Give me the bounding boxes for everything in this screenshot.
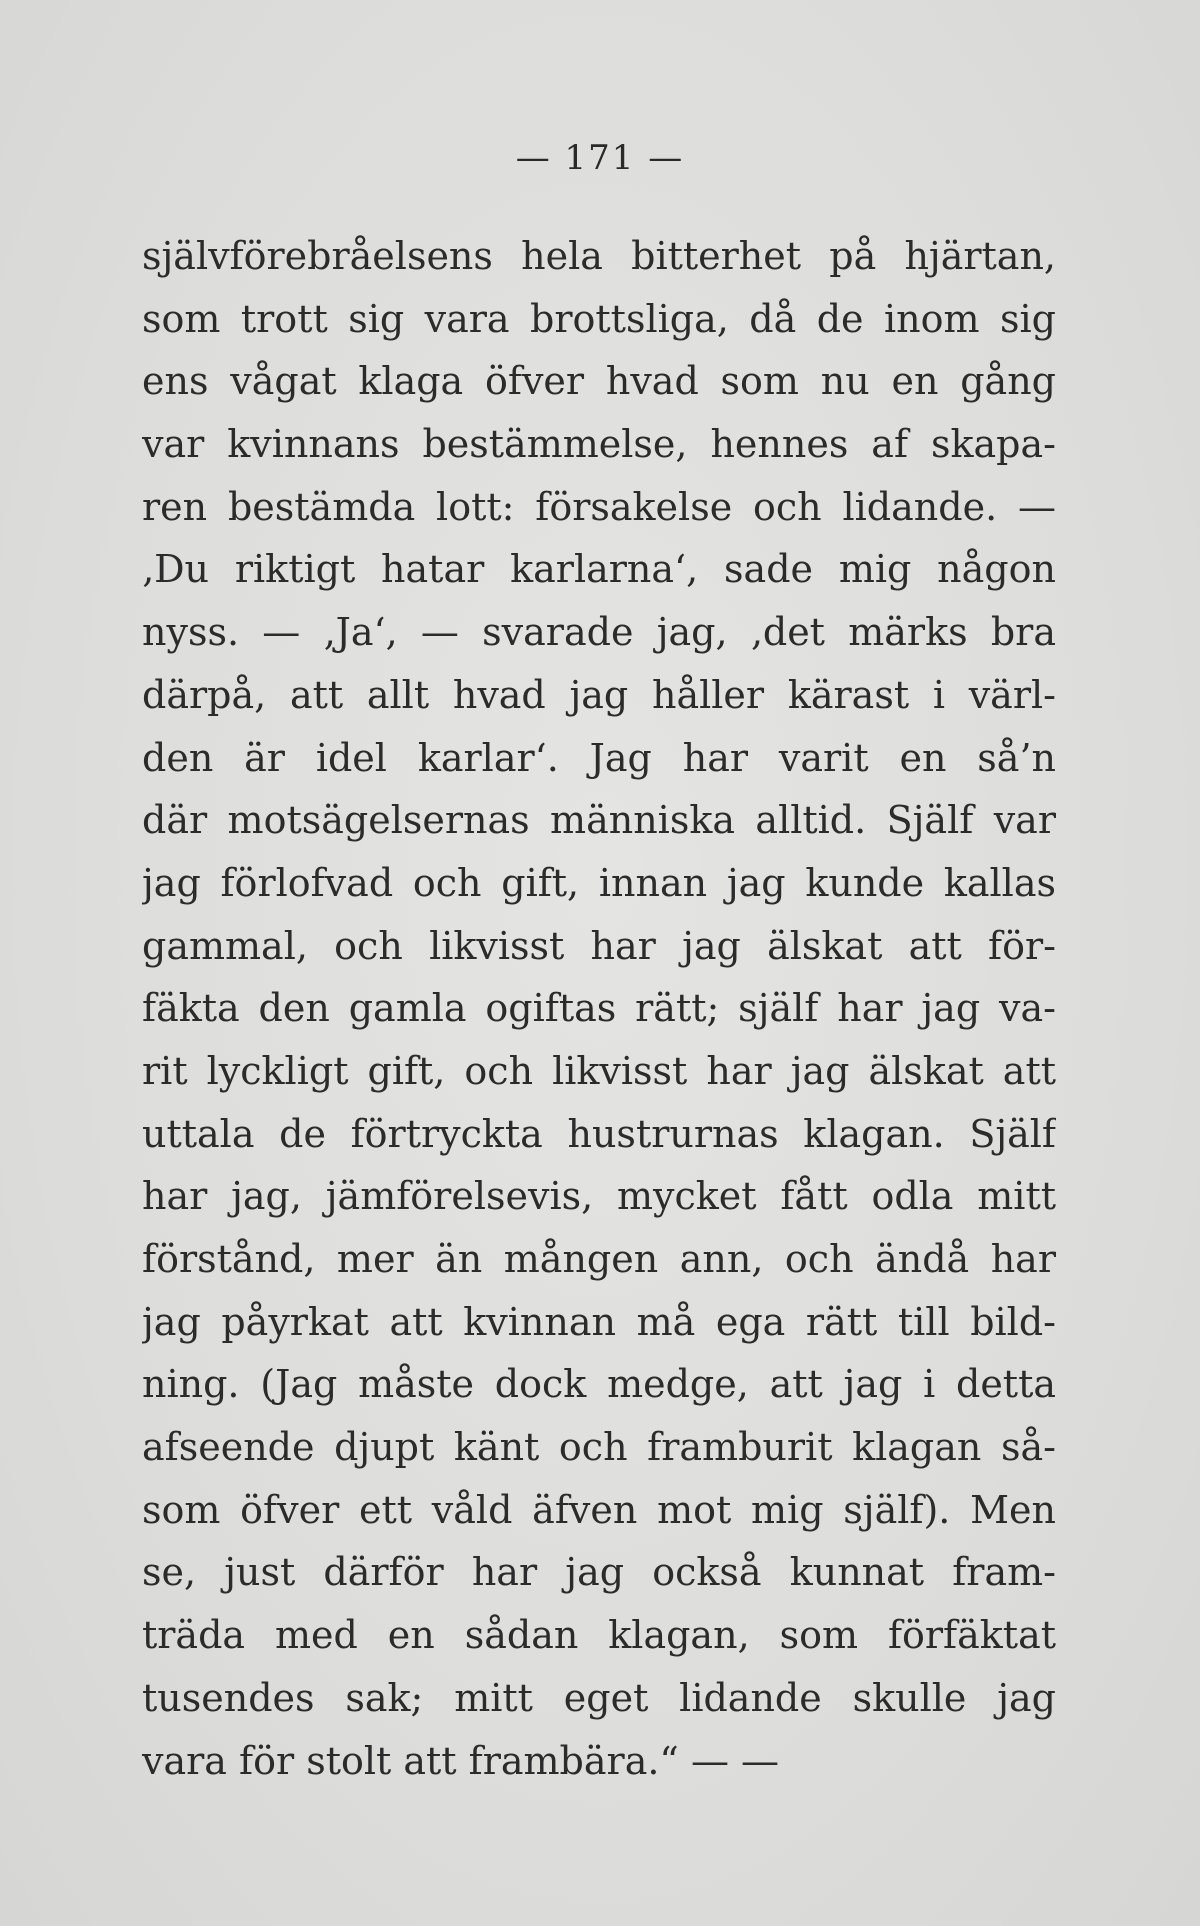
text-line: tusendes sak; mitt eget lidande skulle jag <box>142 1675 1056 1720</box>
page-number: — 171 — <box>515 138 685 178</box>
text-line: vara för stolt att frambära.“ — — <box>142 1738 780 1783</box>
text-line: se, just därför har jag också kunnat fram- <box>142 1550 1056 1595</box>
text-line: därpå, att allt hvad jag håller kärast i värl- <box>142 672 1056 717</box>
text-line: som öfver ett våld äfven mot mig själf). Men <box>142 1487 1056 1532</box>
text-line: självförebråelsens hela bitterhet på hjärtan, <box>142 234 1056 278</box>
text-line: ens vågat klaga öfver hvad som nu en gång <box>142 359 1056 404</box>
text-line: ning. (Jag måste dock medge, att jag i detta <box>142 1362 1056 1407</box>
text-line: där motsägelsernas människa alltid. Själf var <box>142 798 1056 843</box>
text-line: fäkta den gamla ogiftas rätt; själf har jag va- <box>142 986 1056 1031</box>
text-line: har jag, jämförelsevis, mycket fått odla mitt <box>142 1174 1056 1219</box>
text-line: nyss. — ‚Ja‘, — svarade jag, ‚det märks bra <box>142 610 1056 655</box>
text-line: träda med en sådan klagan, som förfäktat <box>142 1613 1056 1658</box>
text-line: som trott sig vara brottsliga, då de inom sig <box>142 296 1056 341</box>
text-line: ‚Du riktigt hatar karlarna‘, sade mig någon <box>142 547 1056 592</box>
text-line: gammal, och likvisst har jag älskat att för- <box>142 923 1056 968</box>
text-line: rit lyckligt gift, och likvisst har jag älskat att <box>142 1048 1056 1093</box>
text-line: jag påyrkat att kvinnan må ega rätt till bild- <box>142 1299 1056 1344</box>
text-line: den är idel karlar‘. Jag har varit en så’n <box>142 735 1056 780</box>
body-text <box>142 225 1056 1792</box>
text-line: afseende djupt känt och framburit klagan så- <box>142 1425 1056 1470</box>
text-line: uttala de förtryckta hustrurnas klagan. Själf <box>142 1111 1056 1156</box>
text-line: ren bestämda lott: försakelse och lidande. — <box>142 484 1056 529</box>
text-line: förstånd, mer än mången ann, och ändå har <box>142 1237 1056 1281</box>
text-line: jag förlofvad och gift, innan jag kunde kallas <box>142 860 1056 905</box>
text-line: var kvinnans bestämmelse, hennes af skapa- <box>142 422 1056 467</box>
